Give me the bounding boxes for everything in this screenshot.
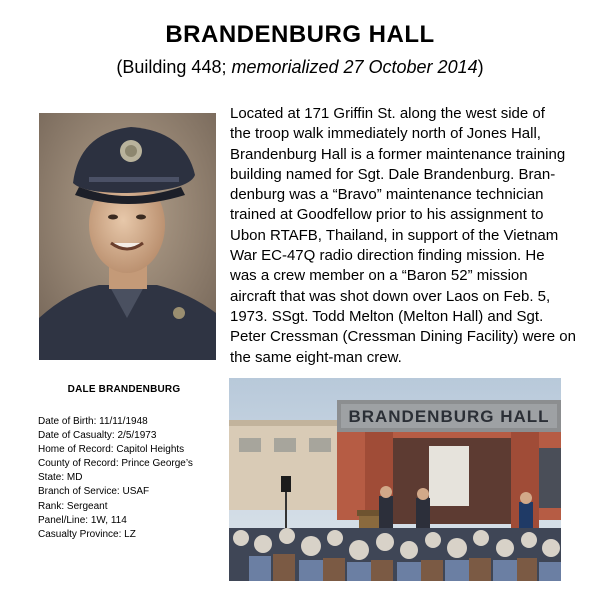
story-line: aircraft that was shot down over Laos on Feb. 5, — [230, 287, 551, 305]
subtitle-prefix: (Building 448; — [116, 57, 232, 77]
story-line: building named for Sgt. Dale Brandenburg. Bran- — [230, 165, 556, 183]
story-line: Located at 171 Griffin St. along the west side of — [230, 105, 545, 122]
story-line: Peter Cressman (Cressman Dining Facility) were on — [230, 328, 576, 346]
fact-row: Date of Birth: 11/11/1948 — [38, 416, 148, 427]
portrait-caption: DALE BRANDENBURG — [67, 384, 181, 395]
story-line: Brandenburg Hall is a former maintenance training — [230, 145, 566, 163]
story-line: trained at Goodfellow prior to his assignment to — [230, 206, 544, 224]
portrait-photo — [39, 113, 216, 360]
fact-row: Panel/Line: 1W, 114 — [38, 514, 127, 526]
story-line: denburg was a “Bravo” maintenance technician — [230, 186, 544, 204]
subtitle-suffix: ) — [477, 57, 484, 77]
story-line: Ubon RTAFB, Thailand, in support of the Vietnam — [230, 226, 559, 244]
page-title: BRANDENBURG HALL — [165, 21, 435, 48]
fact-row: State: MD — [38, 472, 83, 484]
fact-row: Home of Record: Capitol Heights — [38, 444, 185, 456]
story-line: the same eight-man crew. — [230, 348, 402, 366]
story-line: War EC-47Q radio direction finding mission. He — [230, 247, 545, 265]
story-text — [230, 104, 592, 368]
fact-row: Branch of Service: USAF — [38, 486, 150, 498]
story-line: was a crew member on a “Baron 52” mission — [230, 267, 528, 285]
page-subtitle — [0, 55, 600, 79]
story-line: 1973. SSgt. Todd Melton (Melton Hall) and Sgt. — [230, 307, 544, 325]
building-sign-text: BRANDENBURG HALL — [348, 407, 550, 426]
ceremony-photo — [229, 378, 561, 581]
story-line: the troop walk immediately north of Jones Hall, — [230, 125, 541, 143]
fact-row: Rank: Sergeant — [38, 500, 108, 512]
fact-row: County of Record: Prince George’s — [38, 458, 193, 470]
casualty-facts — [38, 415, 228, 542]
subtitle-memorialized-date: memorialized 27 October 2014 — [231, 57, 478, 77]
fact-row: Date of Casualty: 2/5/1973 — [38, 430, 157, 442]
fact-row: Casualty Province: LZ — [38, 528, 136, 540]
